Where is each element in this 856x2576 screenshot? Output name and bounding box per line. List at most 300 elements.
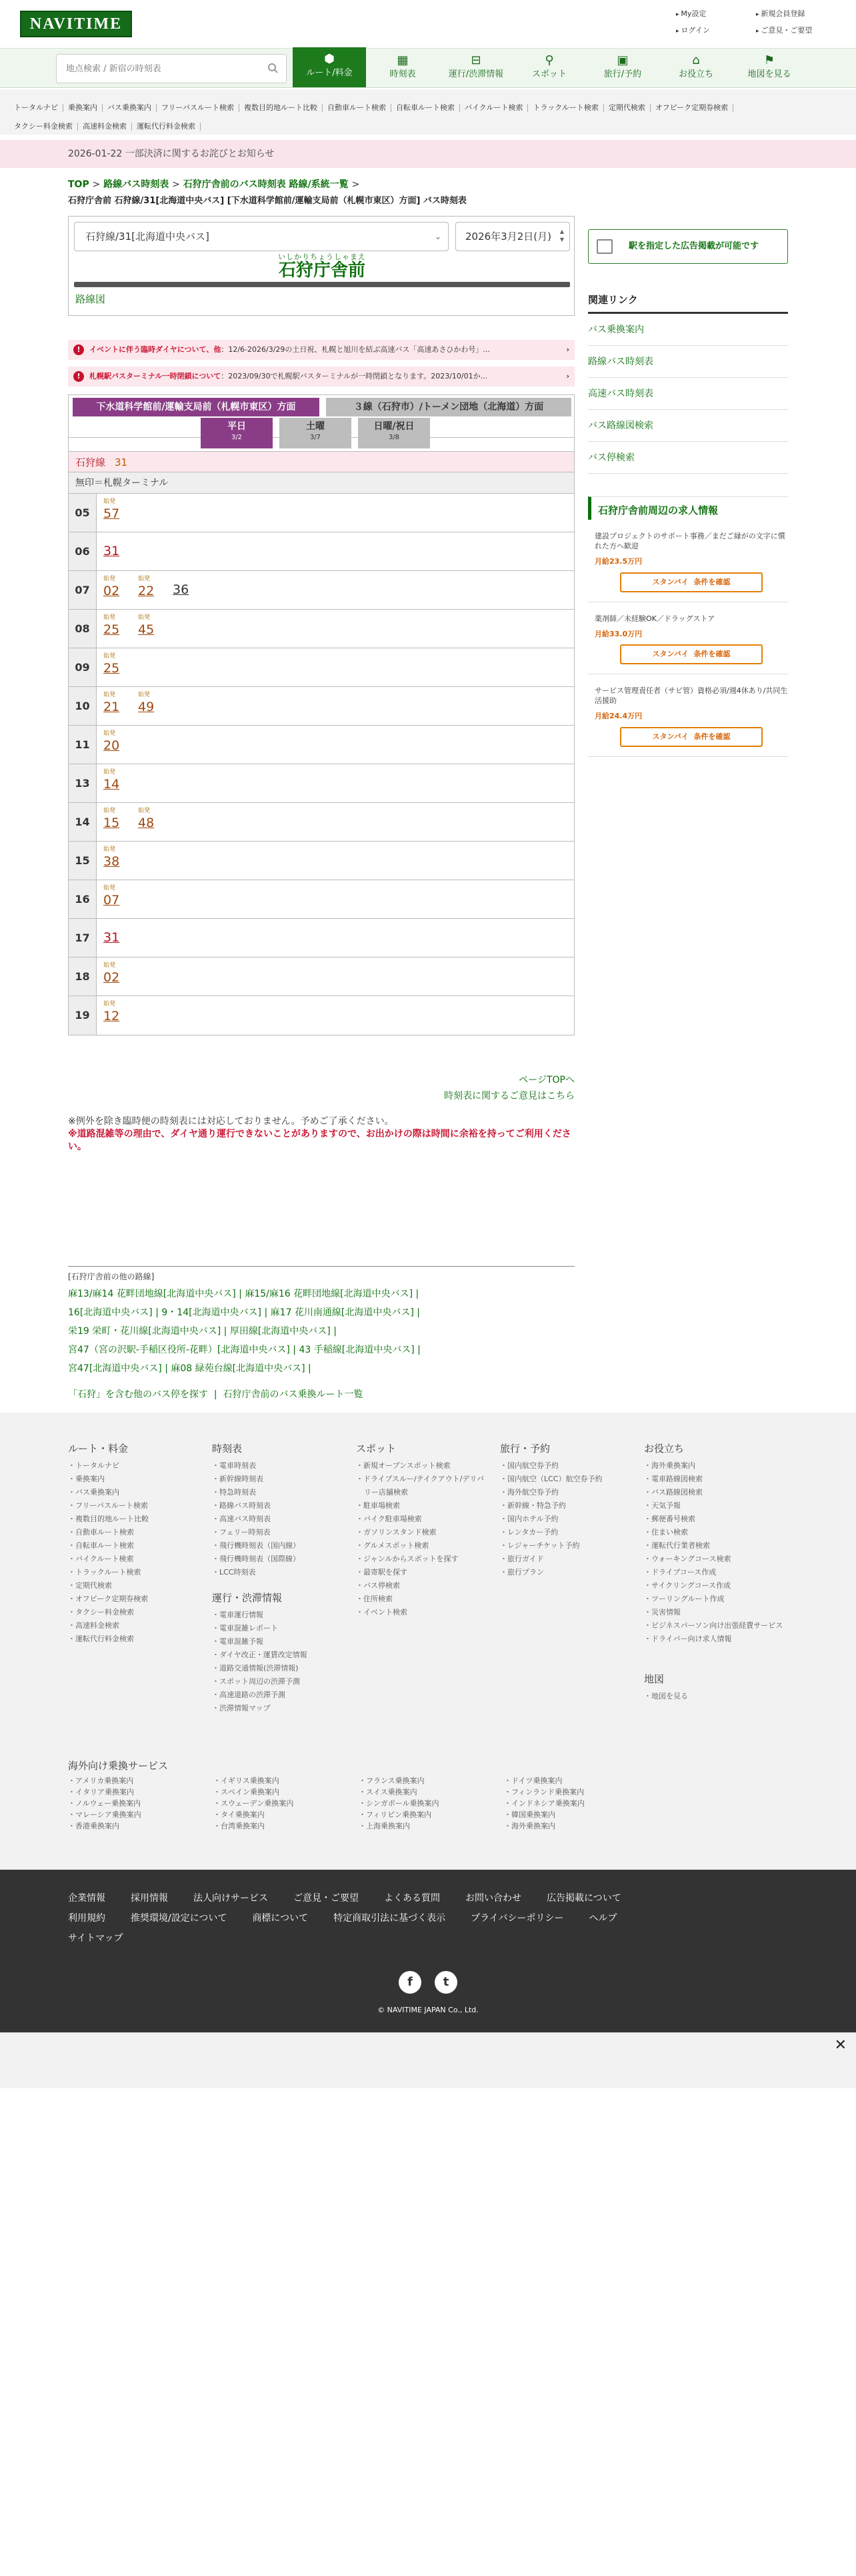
route-select[interactable]: 石狩線/31[北海道中央バス] ⌄	[74, 222, 449, 251]
page-top-link[interactable]: ページTOPへ	[519, 1075, 575, 1085]
sitemap-link[interactable]: ・ フェリー時刻表	[212, 1526, 345, 1539]
hour-row	[69, 842, 574, 880]
sitemap-link[interactable]: ・ 自動車ルート検索	[68, 1526, 201, 1539]
hour-row	[69, 610, 574, 648]
alert-terminal[interactable]: ! 札幌駅バスターミナル一時閉鎖について：2023/09/30で札幌駅バスターミナルが一時閉鎖となります。2023/10/01か... ›	[68, 366, 575, 386]
departure-time[interactable]	[103, 930, 137, 947]
note-delay: ※道路混雑等の理由で、ダイヤ通り運行できないことがありますので、お出かけの際は時間に余裕を持ってご利用ください。	[68, 1128, 571, 1152]
footer-link[interactable]: 利用規約	[68, 1913, 105, 1924]
minute-list	[97, 610, 574, 648]
sitemap-link[interactable]: ・ 新規オープンスポット検索	[356, 1459, 489, 1473]
sitemap-link[interactable]: ・ 道路交通情報(渋滞情報)	[212, 1662, 345, 1675]
close-icon[interactable]: ✕	[834, 2037, 847, 2054]
nav-spot[interactable]: ⚲ スポット	[513, 49, 586, 87]
alert-event[interactable]: ! イベントに伴う臨時ダイヤについて、他：12/6-2026/3/29の土日祝、札幌と旭川を結ぶ高速バス「高速あさひかわ号」... ›	[68, 340, 575, 360]
spinner-icon: ▲ ▼	[559, 229, 564, 243]
sitemap-link[interactable]: ・ ツーリングルート作成	[644, 1593, 791, 1606]
sitemap-link[interactable]: ・ バイクルート検索	[68, 1553, 201, 1566]
breadcrumb-bus-timetable[interactable]: 路線バス時刻表	[103, 179, 169, 190]
route-panel	[68, 216, 575, 316]
abroad-link[interactable]: ・ インドネシア乗換案内	[504, 1799, 649, 1809]
map-person-icon: ⚑	[763, 53, 775, 67]
hour-label: 14	[69, 803, 97, 841]
footer-link[interactable]: 特定商取引法に基づく表示	[333, 1913, 446, 1924]
sitemap-link[interactable]: ・ 新幹線時刻表	[212, 1473, 345, 1486]
top-header	[0, 0, 856, 48]
sitemap-link[interactable]: ・ 電車混雑予報	[212, 1635, 345, 1648]
minute-list	[97, 842, 574, 880]
sitemap-link[interactable]: ・ トータルナビ	[68, 1459, 201, 1473]
nav-status[interactable]: ⊟ 運行/渋滞情報	[439, 49, 513, 87]
footer-link[interactable]: お問い合わせ	[465, 1893, 521, 1904]
nav-map[interactable]: ⚑ 地図を見る	[733, 49, 806, 87]
sitemap-link[interactable]: ・ ウォーキングコース検索	[644, 1553, 791, 1566]
station-divider	[74, 282, 570, 287]
other-route-link[interactable]: 厚田線[北海道中央バス]	[229, 1326, 331, 1337]
page-title: 石狩庁舎前 石狩線/31[北海道中央バス] [下水道科学館前/運輸支局前（札幌市東区）方面] バス時刻表	[68, 195, 467, 206]
facebook-icon[interactable]: f	[399, 1971, 421, 1994]
departure-minute: 45	[138, 622, 155, 637]
departure-minute: 31	[103, 930, 120, 945]
ad-placement-box[interactable]: 駅を指定した広告掲載が可能です	[588, 229, 788, 264]
sitemap-heading[interactable]: 地図	[644, 1673, 665, 1685]
abroad-link[interactable]: ・ 香港乗換案内	[68, 1822, 213, 1832]
abroad-link[interactable]: ・ スウェーデン乗換案内	[213, 1799, 359, 1809]
origin-mark: 始発	[103, 653, 116, 660]
hour-label: 18	[69, 958, 97, 995]
abroad-link[interactable]: ・ 上海乗換案内	[359, 1822, 504, 1832]
sitemap-link[interactable]: ・ 海外乗換案内	[644, 1459, 791, 1473]
minute-list	[97, 919, 574, 957]
footer-link[interactable]: 商標について	[252, 1913, 309, 1924]
footer-link[interactable]: よくある質問	[384, 1893, 440, 1904]
pin-icon: ⚲	[545, 53, 554, 67]
hour-row	[69, 648, 574, 687]
hour-row	[69, 571, 574, 610]
subnav-item[interactable]: バイクルート検索	[460, 104, 528, 112]
departure-time[interactable]	[103, 730, 137, 755]
departure-minute: 38	[103, 854, 120, 869]
hour-row	[69, 803, 574, 842]
sitemap-link[interactable]: ・ 運転代行業者検索	[644, 1539, 791, 1553]
related-links-header: 関連リンク	[588, 284, 788, 314]
footer-link[interactable]: 推奨環境/設定について	[131, 1913, 227, 1924]
dark-footer	[0, 1870, 856, 2032]
sitemap-link[interactable]: ・ 住まい検索	[644, 1526, 791, 1539]
other-route-link[interactable]: 43 手稲線[北海道中央バス]	[299, 1345, 415, 1356]
related-link[interactable]: 高速バス時刻表	[588, 378, 788, 410]
minute-list	[97, 687, 574, 725]
sitemap-link[interactable]: ・ 国内航空券予約	[500, 1459, 633, 1473]
suitcase-icon: ▣	[617, 53, 629, 67]
departure-minute: 57	[103, 506, 120, 521]
feedback-link[interactable]: ▸ ご意見・ご要望	[756, 26, 836, 36]
subnav-item[interactable]: バス乗換案内	[103, 104, 157, 112]
origin-mark: 始発	[103, 1001, 116, 1007]
sitemap-link[interactable]: ・ 電車混雑レポート	[212, 1622, 345, 1635]
sitemap-col-map	[644, 1672, 777, 1703]
sitemap-link[interactable]: ・ 定期代検索	[68, 1579, 201, 1593]
sitemap-col-spot	[356, 1442, 489, 1619]
hour-row	[69, 919, 574, 958]
departure-minute: 20	[103, 738, 120, 753]
abroad-services	[68, 1759, 735, 1831]
sitemap-link[interactable]: ・ フリーパスルート検索	[68, 1499, 201, 1513]
other-route-link[interactable]: 9・14[北海道中央バス]	[161, 1307, 262, 1319]
sitemap-link[interactable]: ・ LCC時刻表	[212, 1566, 345, 1579]
sitemap-link[interactable]: ・ ダイヤ改正・運賃改定情報	[212, 1648, 345, 1662]
sitemap-link[interactable]: ・ 国内ホテル予約	[500, 1513, 633, 1526]
timetable	[68, 394, 575, 1035]
gift-icon: ⌂	[692, 53, 700, 67]
timetable-body	[69, 451, 574, 1035]
sitemap-link[interactable]: ・ ドライバー向け求人情報	[644, 1632, 791, 1646]
departure-minute: 02	[103, 970, 120, 985]
sitemap-link[interactable]: ・ 複数目的地ルート比較	[68, 1513, 201, 1526]
abroad-link[interactable]: ・ ノルウェー乗換案内	[68, 1799, 213, 1809]
breadcrumb-top[interactable]: TOP	[68, 179, 89, 190]
sitemap-link[interactable]: ・ 乗換案内	[68, 1473, 201, 1486]
hour-label: 10	[69, 687, 97, 725]
other-route-link[interactable]: 16[北海道中央バス]	[68, 1307, 153, 1319]
abroad-link[interactable]: ・ タイ乗換案内	[213, 1810, 359, 1820]
sitemap-link[interactable]: ・ トラックルート検索	[68, 1566, 201, 1579]
sitemap-link[interactable]: ・ 国内航空（LCC）航空券予約	[500, 1473, 633, 1486]
sitemap-link[interactable]: ・ バス停検索	[356, 1579, 489, 1593]
alert-icon: !	[73, 371, 84, 382]
route-map-link[interactable]: 路線図	[75, 293, 106, 305]
footer-row-1	[68, 1892, 647, 1905]
sitemap-heading[interactable]: 旅行・予約	[500, 1443, 551, 1455]
related-link[interactable]: バス路線図検索	[588, 410, 788, 442]
minute-list	[97, 648, 574, 686]
origin-mark: 始発	[103, 576, 116, 582]
minute-list	[97, 494, 574, 532]
subnav-item[interactable]: 定期代検索	[604, 104, 651, 112]
jobs-header: 石狩庁舎前周辺の求人情報	[588, 496, 788, 520]
sitemap-link[interactable]: ・ 最寄駅を探す	[356, 1566, 489, 1579]
departure-minute: 12	[103, 1009, 120, 1023]
search-icon[interactable]	[267, 63, 278, 73]
other-route-link[interactable]: 麻13/麻14 花畔団地線[北海道中央バス]	[68, 1289, 236, 1300]
origin-mark: 始発	[103, 614, 116, 621]
abroad-header: 海外向け乗換サービス	[68, 1760, 169, 1772]
origin-mark: 始発	[138, 614, 151, 621]
hour-label: 15	[69, 842, 97, 880]
sitemap-link[interactable]: ・ ビジネスパーソン向け出張経費サービス	[644, 1619, 791, 1632]
chevron-right-icon: ›	[566, 372, 569, 380]
footer-link[interactable]: サイトマップ	[68, 1933, 123, 1944]
origin-mark: 始発	[138, 692, 151, 698]
departure-minute: 31	[103, 544, 120, 558]
station-ruby: いしかりちょうしゃまえ	[278, 253, 366, 261]
sitemap-link[interactable]: ・ 災害情報	[644, 1606, 791, 1619]
sitemap-link[interactable]: ・ 飛行機時刻表（国内線）	[212, 1539, 345, 1553]
sitemap-link[interactable]: ・ 電車運行情報	[212, 1609, 345, 1622]
sitemap-link[interactable]: ・ レジャーチケット予約	[500, 1539, 633, 1553]
hour-label: 07	[69, 571, 97, 609]
sitemap-link[interactable]: ・ 高速道路の渋滞予測	[212, 1688, 345, 1702]
footer-link[interactable]: 広告掲載について	[547, 1893, 621, 1904]
footer-link[interactable]: ヘルプ	[589, 1913, 617, 1924]
sitemap-link[interactable]: ・ ドライブスルー/テイクアウト/デリバリー店舗検索	[356, 1473, 489, 1499]
sitemap-link[interactable]: ・ ガソリンスタンド検索	[356, 1526, 489, 1539]
other-route-link[interactable]: 麻15/麻16 花畔団地線[北海道中央バス]	[245, 1289, 413, 1300]
alert-icon: !	[73, 344, 84, 355]
sitemap-heading[interactable]: お役立ち	[644, 1443, 685, 1455]
abroad-link[interactable]: ・ スペイン乗換案内	[213, 1788, 359, 1798]
hour-label: 19	[69, 996, 97, 1035]
sitemap-link[interactable]: ・ イベント検索	[356, 1606, 489, 1619]
hour-row	[69, 958, 574, 996]
notice-banner[interactable]: 2026-01-22 一部決済に関するお詫びとお知らせ	[0, 140, 856, 168]
date-select[interactable]: 2026年3月2日(月) ▲ ▼	[455, 222, 570, 251]
subnav-item[interactable]: 複数目的地ルート比較	[239, 104, 323, 112]
departure-minute: 02	[103, 584, 120, 598]
origin-mark: 始発	[138, 808, 151, 814]
main-content	[68, 175, 575, 1400]
related-link[interactable]: バス停検索	[588, 442, 788, 474]
subnav-item[interactable]: 高速料金検索	[78, 123, 132, 131]
subnav-item[interactable]: トラックルート検索	[528, 104, 603, 112]
twitter-icon[interactable]: t	[435, 1971, 457, 1994]
sitemap-heading[interactable]: ルート・料金	[68, 1443, 129, 1455]
departure-time[interactable]	[103, 614, 137, 639]
sitemap-link[interactable]: ・ 地図を見る	[644, 1690, 777, 1703]
departure-time[interactable]	[138, 691, 171, 716]
sitemap-col-useful	[644, 1442, 791, 1646]
copyright: © NAVITIME JAPAN Co., Ltd.	[377, 2006, 479, 2014]
sitemap-col-timetable	[212, 1442, 345, 1579]
tab-weekday[interactable]: 平日 3/2	[201, 418, 273, 448]
nav-route[interactable]: ⬢ ルート/料金	[293, 47, 366, 87]
sitemap-link[interactable]: ・ レンタカー予約	[500, 1526, 633, 1539]
departure-time[interactable]	[138, 807, 171, 832]
sitemap-link[interactable]: ・ 渋滞情報マップ	[212, 1702, 345, 1715]
abroad-link[interactable]: ・ マレーシア乗換案内	[68, 1810, 213, 1820]
other-route-link[interactable]: 宮47（宮の沢駅-手稲区役所-花畔）[北海道中央バス]	[68, 1345, 290, 1356]
sitemap-link[interactable]: ・ バス乗換案内	[68, 1486, 201, 1499]
hour-row	[69, 494, 574, 532]
hour-label: 16	[69, 880, 97, 918]
subnav-item[interactable]: タクシー料金検索	[9, 123, 78, 131]
origin-mark: 始発	[103, 808, 116, 814]
footer-row-3	[68, 1932, 148, 1945]
nav-timetable[interactable]: ▦ 時刻表	[366, 49, 439, 87]
station-name: 石狩庁舎前	[278, 261, 365, 281]
abroad-link[interactable]: ・ フィリピン乗換案内	[359, 1810, 504, 1820]
route-icon: ⬢	[324, 52, 335, 66]
subnav-item[interactable]: 自動車ルート検索	[323, 104, 391, 112]
right-sidebar	[588, 229, 788, 757]
hour-row	[69, 726, 574, 764]
bottom-ad-bar	[0, 2032, 856, 2088]
abroad-link[interactable]: ・ アメリカ乗換案内	[68, 1776, 213, 1786]
minute-list	[97, 880, 574, 918]
job-item: 建設プロジェクトのサポート事務／まだご縁がの文字に慣れた方へ歓迎 月給23.5万円 スタンバイ 条件を確認	[588, 520, 788, 602]
departure-time[interactable]	[103, 575, 137, 600]
other-routes-list: 麻13/麻14 花畔団地線[北海道中央バス] | 麻15/麻16 花畔団地線[北海道中央バス] | 16[北海道中央バス] | 9・14[北海道中央バス] | 麻17 花川南通線[北海道中央バス] | 栄19 栄町・花川線[北海道中央バス] | 厚田線[北海道中央バス] | 宮47（宮の沢駅-手稲区役所-花畔）[北海道中央バス] | 43 手稲線[北海道中央バス] | 宮47[北海道中央バス] | 麻08 緑苑台線[北海道中央バス] |	[68, 1289, 421, 1375]
abroad-link[interactable]: ・ シンガポール乗換案内	[359, 1799, 504, 1809]
breadcrumb-route-list[interactable]: 石狩庁舎前のバス時刻表 路線/系統一覧	[183, 179, 349, 190]
subnav-item[interactable]: フリーパスルート検索	[157, 104, 239, 112]
sitemap-link[interactable]: ・ タクシー料金検索	[68, 1606, 201, 1619]
sitemap-link[interactable]: ・ 特急時刻表	[212, 1486, 345, 1499]
hour-label: 13	[69, 764, 97, 802]
abroad-link[interactable]: ・ イギリス乗換案内	[213, 1776, 359, 1786]
sitemap-link[interactable]: ・ 電車路線図検索	[644, 1473, 791, 1486]
sitemap-link[interactable]: ・ 電車時刻表	[212, 1459, 345, 1473]
abroad-link[interactable]: ・ スイス乗換案内	[359, 1788, 504, 1798]
footer-link[interactable]: 採用情報	[131, 1893, 168, 1904]
tab-direction-2[interactable]: ３線（石狩市）/トーメン団地（北海道）方面	[326, 398, 571, 416]
job-item: 薬剤師／未経験OK／ドラッグストア 月給33.0万円 スタンバイ 条件を確認	[588, 602, 788, 675]
abroad-link[interactable]: ・ 台湾乗換案内	[213, 1822, 359, 1832]
footer-link[interactable]: 法人向けサービス	[193, 1893, 268, 1904]
departure-time[interactable]	[103, 543, 137, 560]
sitemap-link[interactable]: ・ ジャンルからスポットを探す	[356, 1553, 489, 1566]
sitemap-link[interactable]: ・ 自転車ルート検索	[68, 1539, 201, 1553]
sitemap-link[interactable]: ・ バス路線図検索	[644, 1486, 791, 1499]
sitemap-heading[interactable]: 運行・渋滞情報	[212, 1592, 283, 1604]
my-settings-link[interactable]: ▸ My設定	[676, 9, 756, 19]
departure-time[interactable]	[103, 498, 137, 523]
sitemap-link[interactable]: ・ 旅行ガイド	[500, 1553, 633, 1566]
job-check-button[interactable]: スタンバイ 条件を確認	[620, 572, 763, 592]
other-route-link[interactable]: 宮47[北海道中央バス]	[68, 1363, 162, 1375]
sitemap-link[interactable]: ・ サイクリングコース作成	[644, 1579, 791, 1593]
origin-mark: 始発	[103, 846, 116, 853]
job-check-button[interactable]: スタンバイ 条件を確認	[620, 644, 763, 664]
origin-mark: 始発	[103, 962, 116, 969]
sitemap-link[interactable]: ・ 新幹線・特急予約	[500, 1499, 633, 1513]
train-status-icon: ⊟	[471, 53, 481, 67]
departure-time[interactable]	[103, 652, 137, 678]
minute-list	[97, 532, 574, 570]
hour-label: 17	[69, 919, 97, 957]
sitemap-link[interactable]: ・ 駐車場検索	[356, 1499, 489, 1513]
job-check-button[interactable]: スタンバイ 条件を確認	[620, 727, 763, 747]
related-link[interactable]: 路線バス時刻表	[588, 346, 788, 378]
departure-minute: 25	[103, 661, 120, 676]
hour-label: 06	[69, 532, 97, 570]
footer-link[interactable]: プライバシーポリシー	[471, 1913, 564, 1924]
ad-icon	[597, 239, 613, 254]
sitemap-heading[interactable]: 時刻表	[212, 1443, 243, 1455]
nav-travel[interactable]: ▣ 旅行/予約	[586, 49, 659, 87]
related-link[interactable]: バス乗換案内	[588, 314, 788, 346]
abroad-link[interactable]: ・ イタリア乗換案内	[68, 1788, 213, 1798]
hour-row	[69, 880, 574, 919]
sitemap-link[interactable]: ・ 郵便番号検索	[644, 1513, 791, 1526]
register-link[interactable]: ▸ 新規会員登録	[756, 9, 836, 19]
departure-time[interactable]	[103, 807, 137, 832]
transfer-route-list-link[interactable]: 石狩庁舎前のバス乗換ルート一覧	[223, 1389, 363, 1400]
departure-time[interactable]	[138, 575, 171, 600]
departure-time[interactable]	[173, 582, 206, 599]
abroad-link[interactable]: ・ フィンランド乗換案内	[504, 1788, 649, 1798]
footer-link[interactable]: ご意見・ご要望	[293, 1893, 359, 1904]
departure-time[interactable]	[103, 1000, 137, 1025]
departure-time[interactable]	[103, 691, 137, 716]
abroad-link[interactable]: ・ フランス乗換案内	[359, 1776, 504, 1786]
footer-link[interactable]: 企業情報	[68, 1893, 105, 1904]
subnav-item[interactable]: トータルナビ	[9, 104, 63, 112]
sitemap-link[interactable]: ・ スポット周辺の渋滞予測	[212, 1675, 345, 1688]
route-line-label: 石狩線 31	[69, 451, 574, 472]
subnav-item[interactable]: 乗換案内	[63, 104, 103, 112]
sitemap-link[interactable]: ・ バイク駐車場検索	[356, 1513, 489, 1526]
sitemap-link[interactable]: ・ 旅行プラン	[500, 1566, 633, 1579]
minute-list	[97, 764, 574, 802]
hour-row	[69, 764, 574, 803]
sitemap-link[interactable]: ・ 高速バス時刻表	[212, 1513, 345, 1526]
other-route-link[interactable]: 麻08 緑苑台線[北海道中央バス]	[171, 1363, 305, 1375]
search-other-stops-link[interactable]: 「石狩」を含む他のバス停を探す	[68, 1389, 208, 1400]
departure-minute: 22	[138, 584, 155, 598]
minute-list	[97, 958, 574, 995]
login-link[interactable]: ▸ ログイン	[676, 26, 756, 36]
sitemap-link[interactable]: ・ 路線バス時刻表	[212, 1499, 345, 1513]
search-box	[56, 54, 287, 83]
departure-time[interactable]	[103, 846, 137, 871]
other-route-link[interactable]: 栄19 栄町・花川線[北海道中央バス]	[68, 1326, 221, 1337]
subnav-item[interactable]: オフピーク定期券検索	[651, 104, 733, 112]
abroad-link[interactable]: ・ 韓国乗換案内	[504, 1810, 649, 1820]
abroad-link[interactable]: ・ 海外乗換案内	[504, 1822, 649, 1832]
abroad-link[interactable]: ・ ドイツ乗換案内	[504, 1776, 649, 1786]
breadcrumb: TOP > 路線バス時刻表 > 石狩庁舎前のバス時刻表 路線/系統一覧 >	[68, 179, 360, 190]
sitemap-link[interactable]: ・ 運転代行料金検索	[68, 1632, 201, 1646]
minute-list	[97, 803, 574, 841]
sitemap-link[interactable]: ・ 海外航空券予約	[500, 1486, 633, 1499]
sitemap-link[interactable]: ・ 高速料金検索	[68, 1619, 201, 1632]
departure-minute: 36	[173, 582, 189, 597]
tab-saturday[interactable]: 土曜 3/7	[279, 418, 351, 448]
departure-time[interactable]	[103, 884, 137, 910]
sitemap-link[interactable]: ・ グルメスポット検索	[356, 1539, 489, 1553]
other-route-link[interactable]: 麻17 花川南通線[北海道中央バス]	[270, 1307, 414, 1319]
search-input[interactable]	[57, 55, 257, 83]
sub-nav	[0, 89, 856, 135]
direction-tabs	[69, 395, 574, 441]
subnav-item[interactable]: 自転車ルート検索	[391, 104, 460, 112]
sitemap-link[interactable]: ・ 住所検索	[356, 1593, 489, 1606]
header-links	[676, 9, 843, 43]
sitemap-link[interactable]: ・ 飛行機時刻表（国際線）	[212, 1553, 345, 1566]
departure-minute: 49	[138, 700, 155, 714]
hour-row	[69, 532, 574, 571]
sitemap-link[interactable]: ・ ドライブコース作成	[644, 1566, 791, 1579]
departure-time[interactable]	[138, 614, 171, 639]
tab-holiday[interactable]: 日曜/祝日 3/8	[358, 418, 430, 448]
nav-useful[interactable]: ⌂ お役立ち	[659, 49, 733, 87]
departure-minute: 25	[103, 622, 120, 637]
hour-label: 05	[69, 494, 97, 532]
subnav-item[interactable]: 運転代行料金検索	[132, 123, 201, 131]
minute-list	[97, 996, 574, 1035]
sitemap-heading[interactable]: スポット	[356, 1443, 397, 1455]
navitime-logo[interactable]: NAVITIME	[20, 11, 132, 37]
tab-direction-1[interactable]: 下水道科学館前/運輸支局前（札幌市東区）方面	[73, 398, 319, 416]
sitemap-col-status	[212, 1591, 345, 1715]
sitemap-link[interactable]: ・ オフピーク定期券検索	[68, 1593, 201, 1606]
timetable-feedback-link[interactable]: 時刻表に関するご意見はこちら	[444, 1091, 575, 1101]
departure-time[interactable]	[103, 768, 137, 794]
origin-mark: 始発	[103, 769, 116, 776]
departure-time[interactable]	[103, 962, 137, 987]
sitemap-link[interactable]: ・ 天気予報	[644, 1499, 791, 1513]
